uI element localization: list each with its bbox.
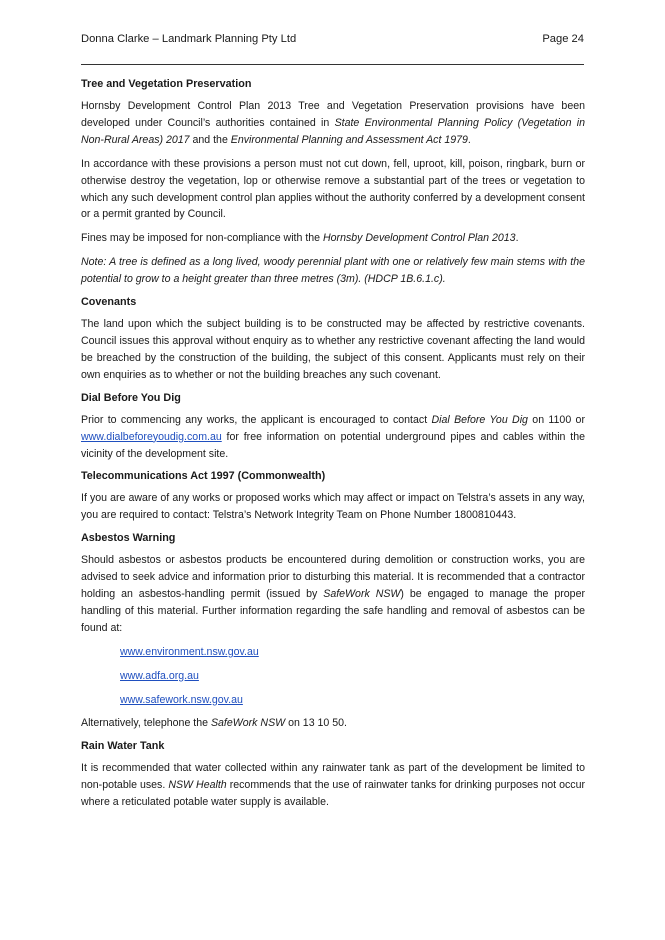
heading-asbestos: Asbestos Warning [81, 532, 176, 545]
asbestos-link-item [120, 668, 585, 685]
dial-paragraph: Prior to commencing any works, the applicant is encouraged to contact Dial Before You Dig on 1100 or www.dialbeforeyoudig.com.au for free information on potential underground pipes and cables within the vicinity of the development site. [81, 413, 585, 460]
page-number: Page 24 [542, 33, 584, 45]
asbestos-link-item [120, 692, 585, 709]
header-author: Donna Clarke – Landmark Planning Pty Ltd [81, 33, 297, 45]
asbestos-link-item [120, 644, 585, 661]
page-header [81, 33, 584, 47]
asbestos-phone-paragraph: Alternatively, telephone the SafeWork NSW on 13 10 50. [81, 717, 347, 730]
heading-covenants: Covenants [81, 296, 137, 309]
adfa-link[interactable]: www.adfa.org.au [120, 669, 199, 682]
tree-paragraph-2: In accordance with these provisions a person must not cut down, fell, uproot, kill, poison, ringbark, burn or otherwise destroy the vegetation, lop or otherwise remove a substantial part of the trees or vegetation to which any such development control plan applies without the authority conferred by a development consent or a permit granted by Council. [81, 157, 585, 221]
heading-dial-before-you-dig: Dial Before You Dig [81, 391, 181, 404]
asbestos-paragraph: Should asbestos or asbestos products be encountered during demolition or construction works, you are advised to seek advice and information prior to disturbing this material. It is recommended that a contractor holding an asbestos-handling permit (issued by SafeWork NSW) be engaged to manage the proper handling of this material. Further information regarding the safe handling and removal of asbestos can be found at: [81, 554, 585, 634]
safework-nsw-link[interactable]: www.safework.nsw.gov.au [120, 693, 243, 706]
telecom-paragraph: If you are aware of any works or proposed works which may affect or impact on Telstra’s assets in any way, you are required to contact: Telstra’s Network Integrity Team on Phone Number 1800810443. [81, 492, 585, 522]
environment-nsw-link[interactable]: www.environment.nsw.gov.au [120, 645, 259, 658]
tree-paragraph-1: Hornsby Development Control Plan 2013 Tree and Vegetation Preservation provisions have been developed under Council’s authorities contained in State Environmental Planning Policy (Vegetation in Non-Rural Areas) 2017 and the Environmental Planning and Assessment Act 1979. [81, 100, 585, 146]
tree-paragraph-3: Fines may be imposed for non-compliance with the Hornsby Development Control Plan 2013. [81, 232, 519, 245]
tree-note: Note: A tree is defined as a long lived, woody perennial plant with one or relatively few main stems with the potential to grow to a height greater than three metres (3m). (HDCP 1B.6.1.c). [81, 256, 585, 286]
covenants-paragraph: The land upon which the subject building is to be constructed may be affected by restrictive covenants. Council issues this approval without enquiry as to whether any restrictive covenant affecting the land would be breached by the construction of the building, the subject of this consent. Applicants must rely on their own enquiries as to whether or not the building breaches any such covenant. [81, 318, 585, 381]
heading-rain-water-tank: Rain Water Tank [81, 740, 165, 753]
rainwater-paragraph: It is recommended that water collected within any rainwater tank as part of the development be limited to non-potable uses. NSW Health recommends that the use of rainwater tanks for drinking purposes not occur where a reticulated potable water supply is available. [81, 762, 586, 809]
heading-tree-vegetation: Tree and Vegetation Preservation [81, 78, 252, 90]
heading-telecommunications: Telecommunications Act 1997 (Commonwealth) [81, 470, 326, 483]
dialbeforeyoudig-link[interactable]: www.dialbeforeyoudig.com.au [81, 430, 222, 443]
page-content [81, 77, 585, 818]
header-divider [81, 64, 584, 65]
